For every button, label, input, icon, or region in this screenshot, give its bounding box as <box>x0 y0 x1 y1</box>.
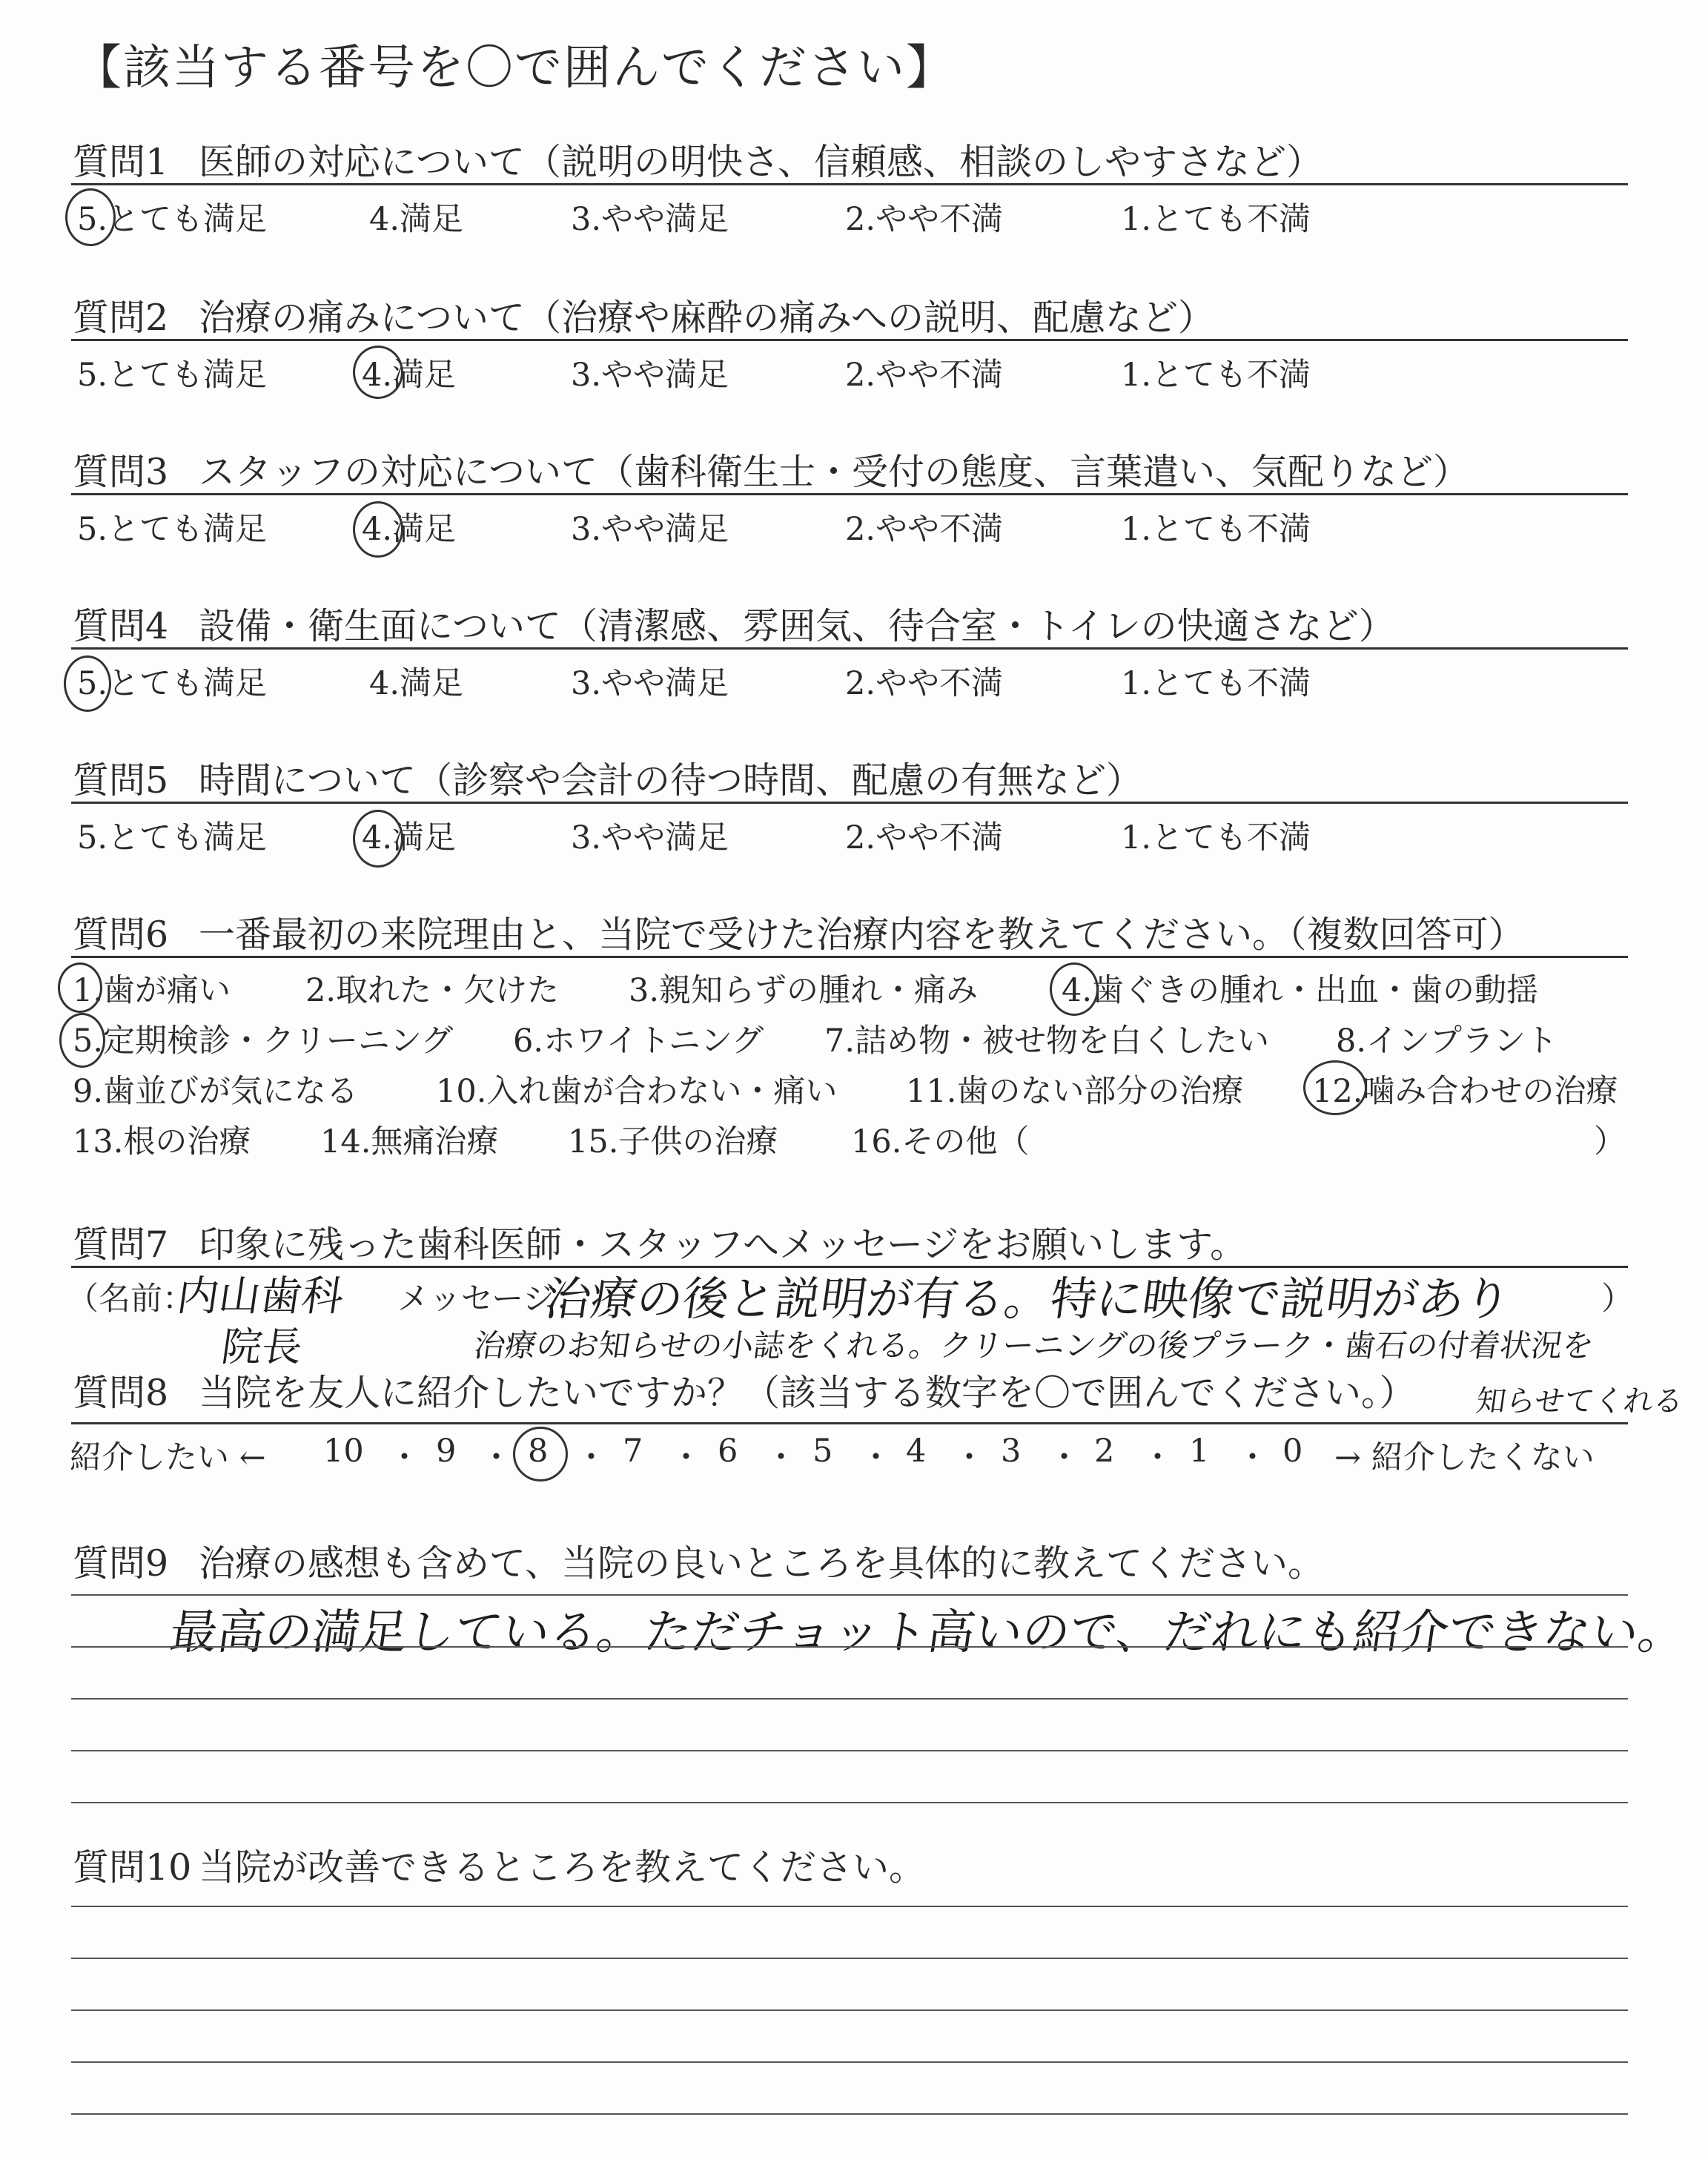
q7-close-paren: ） <box>1601 1281 1633 1318</box>
question-6-heading <box>73 906 1525 958</box>
question-1-text: 医師の対応について（説明の明快さ、信頼感、相談のしやすさなど） <box>199 141 1323 183</box>
q6-option-3[interactable]: 3.親知らずの腫れ・痛み <box>629 972 979 1009</box>
q1-option-4[interactable]: 4.満足 <box>369 201 464 238</box>
q8-dot: ・ <box>765 1439 797 1476</box>
question-7-number: 質問7 <box>73 1223 169 1266</box>
q6-option-7[interactable]: 7.詰め物・被せ物を白くしたい <box>824 1023 1270 1060</box>
question-3-heading <box>73 443 1469 495</box>
question-4-heading <box>73 598 1395 650</box>
q8-dot: ・ <box>575 1439 607 1476</box>
q8-left-label: 紹介したい ← <box>70 1439 266 1476</box>
q9-handwritten-answer: 最高の満足している。ただチョット高いので、だれにも紹介できない。 <box>165 1605 1690 1660</box>
q6-option-16[interactable]: 16.その他（ <box>851 1123 1030 1160</box>
q6-option-15[interactable]: 15.子供の治療 <box>568 1123 778 1160</box>
q6-option-1[interactable]: 1.歯が痛い <box>73 972 231 1009</box>
q9-answer-line <box>71 1802 1628 1803</box>
question-9-number: 質問9 <box>73 1542 169 1585</box>
q6-option-5[interactable]: 5.定期検診・クリーニング <box>73 1023 454 1060</box>
q3-selection-circle <box>353 501 403 558</box>
q1-option-1[interactable]: 1.とても不満 <box>1121 201 1311 238</box>
q8-value-6[interactable]: 6 <box>718 1433 738 1470</box>
q8-dot: ・ <box>953 1439 985 1476</box>
question-5-rule <box>71 802 1628 804</box>
q2-option-4[interactable]: 4.満足 <box>362 357 457 394</box>
q6-option-8[interactable]: 8.インプラント <box>1336 1023 1558 1060</box>
q10-answer-line <box>71 1906 1628 1907</box>
question-10-number: 質問10 <box>73 1846 192 1889</box>
q6-option-10[interactable]: 10.入れ歯が合わない・痛い <box>436 1073 838 1110</box>
q2-option-2[interactable]: 2.やや不満 <box>845 357 1004 394</box>
q5-option-1[interactable]: 1.とても不満 <box>1121 819 1311 856</box>
question-3-rule <box>71 493 1628 495</box>
q7-name-label: （名前： <box>67 1281 194 1318</box>
q6-option-11[interactable]: 11.歯のない部分の治療 <box>906 1073 1244 1110</box>
question-2-number: 質問2 <box>73 297 169 339</box>
q5-option-5[interactable]: 5.とても満足 <box>77 819 268 856</box>
q9-answer-line <box>71 1646 1628 1648</box>
question-1-heading <box>73 133 1323 185</box>
q8-right-label: → 紹介したくない <box>1334 1439 1595 1476</box>
q8-value-5[interactable]: 5 <box>812 1433 833 1470</box>
question-3-number: 質問3 <box>73 451 169 493</box>
question-3-text: スタッフの対応について（歯科衛生士・受付の態度、言葉遣い、気配りなど） <box>199 451 1470 493</box>
q10-answer-line <box>71 2009 1628 2011</box>
q8-value-4[interactable]: 4 <box>906 1433 927 1470</box>
q6-selection-circle-12 <box>1303 1060 1367 1115</box>
question-9-text: 治療の感想も含めて、当院の良いところを具体的に教えてください。 <box>199 1542 1325 1585</box>
q8-value-0[interactable]: 0 <box>1282 1433 1303 1470</box>
q8-value-2[interactable]: 2 <box>1094 1433 1115 1470</box>
q6-other-close-paren: ） <box>1594 1123 1626 1160</box>
q8-dot: ・ <box>670 1439 702 1476</box>
question-5-number: 質問5 <box>73 759 169 802</box>
q8-value-7[interactable]: 7 <box>623 1433 643 1470</box>
question-1-rule <box>71 183 1628 185</box>
q8-dot: ・ <box>1048 1439 1080 1476</box>
q6-selection-circle-4 <box>1050 962 1099 1016</box>
q7-handwritten-message-1: 治療の後と説明が有る。特に映像で説明があり <box>541 1272 1515 1326</box>
q8-dot: ・ <box>480 1439 512 1476</box>
q5-selection-circle <box>353 810 403 868</box>
q4-option-4[interactable]: 4.満足 <box>369 665 464 702</box>
q4-option-2[interactable]: 2.やや不満 <box>845 665 1004 702</box>
q9-answer-line <box>71 1750 1628 1751</box>
q6-option-9[interactable]: 9.歯並びが気になる <box>73 1073 359 1110</box>
q2-option-5[interactable]: 5.とても満足 <box>77 357 268 394</box>
q8-dot: ・ <box>1142 1439 1174 1476</box>
q3-option-1[interactable]: 1.とても不満 <box>1121 511 1311 548</box>
question-7-heading <box>73 1216 1246 1268</box>
q2-selection-circle <box>353 346 403 399</box>
q3-option-3[interactable]: 3.やや満足 <box>571 511 729 548</box>
q1-option-5[interactable]: 5.とても満足 <box>77 201 268 238</box>
question-4-rule <box>71 647 1628 650</box>
q4-option-5[interactable]: 5.とても満足 <box>77 665 268 702</box>
q7-handwritten-message-3: 知らせてくれる <box>1474 1384 1686 1418</box>
q6-option-12[interactable]: 12.噛み合わせの治療 <box>1312 1073 1618 1110</box>
q2-option-3[interactable]: 3.やや満足 <box>571 357 729 394</box>
q1-selection-circle <box>65 188 116 246</box>
q7-handwritten-name-2: 院長 <box>219 1324 305 1370</box>
q6-selection-circle-1 <box>58 962 102 1013</box>
q4-option-3[interactable]: 3.やや満足 <box>571 665 729 702</box>
q5-option-2[interactable]: 2.やや不満 <box>845 819 1004 856</box>
q6-option-13[interactable]: 13.根の治療 <box>73 1123 251 1160</box>
question-2-rule <box>71 339 1628 341</box>
question-6-text: 一番最初の来院理由と、当院で受けた治療内容を教えてください。（複数回答可） <box>199 914 1525 956</box>
q7-message-label: メッセージ： <box>397 1281 587 1318</box>
q8-value-1[interactable]: 1 <box>1189 1433 1210 1470</box>
question-5-text: 時間について（診察や会計の待つ時間、配慮の有無など） <box>199 759 1143 802</box>
q6-option-2[interactable]: 2.取れた・欠けた <box>305 972 560 1009</box>
q4-selection-circle <box>64 655 111 712</box>
question-6-number: 質問6 <box>73 914 169 956</box>
q5-option-4[interactable]: 4.満足 <box>362 819 457 856</box>
question-6-rule <box>71 956 1628 958</box>
question-9-heading <box>73 1535 1324 1587</box>
q8-value-10[interactable]: 10 <box>323 1433 364 1470</box>
q10-answer-line <box>71 2061 1628 2063</box>
q8-value-3[interactable]: 3 <box>1001 1433 1022 1470</box>
q8-dot: ・ <box>860 1439 892 1476</box>
question-8-text: 当院を友人に紹介したいですか？（該当する数字を〇で囲んでください。） <box>199 1372 1416 1414</box>
q10-answer-line <box>71 1958 1628 1959</box>
question-1-number: 質問1 <box>73 141 169 183</box>
q7-handwritten-name-1: 内山歯科 <box>173 1272 347 1321</box>
q3-option-2[interactable]: 2.やや不満 <box>845 511 1004 548</box>
question-10-heading <box>73 1839 925 1891</box>
question-8-rule <box>71 1422 1628 1424</box>
q7-handwritten-message-2: 治療のお知らせの小誌をくれる。クリーニングの後プラーク・歯石の付着状況を <box>471 1327 1596 1364</box>
question-4-number: 質問4 <box>73 605 169 647</box>
q1-option-2[interactable]: 2.やや不満 <box>845 201 1004 238</box>
q8-value-8[interactable]: 8 <box>528 1433 549 1470</box>
q3-option-4[interactable]: 4.満足 <box>362 511 457 548</box>
question-10-text: 当院が改善できるところを教えてください。 <box>199 1846 926 1889</box>
q8-dot: ・ <box>1237 1439 1268 1476</box>
q4-option-1[interactable]: 1.とても不満 <box>1121 665 1311 702</box>
q8-dot: ・ <box>388 1439 420 1476</box>
q6-option-4[interactable]: 4.歯ぐきの腫れ・出血・歯の動揺 <box>1062 972 1539 1009</box>
q9-answer-line <box>71 1698 1628 1700</box>
q8-value-9[interactable]: 9 <box>436 1433 457 1470</box>
question-7-text: 印象に残った歯科医師・スタッフへメッセージをお願いします。 <box>199 1223 1247 1266</box>
question-2-heading <box>73 289 1214 341</box>
q1-option-3[interactable]: 3.やや満足 <box>571 201 729 238</box>
q3-option-5[interactable]: 5.とても満足 <box>77 511 268 548</box>
q5-option-3[interactable]: 3.やや満足 <box>571 819 729 856</box>
q8-selection-circle <box>513 1427 568 1482</box>
q6-selection-circle-5 <box>59 1013 105 1068</box>
question-4-text: 設備・衛生面について（清潔感、雰囲気、待合室・トイレの快適さなど） <box>199 605 1395 647</box>
q2-option-1[interactable]: 1.とても不満 <box>1121 357 1311 394</box>
q10-answer-line <box>71 2113 1628 2115</box>
question-8-heading <box>73 1364 1416 1416</box>
q6-option-6[interactable]: 6.ホワイトニング <box>513 1023 764 1060</box>
question-2-text: 治療の痛みについて（治療や麻酔の痛みへの説明、配慮など） <box>199 297 1215 339</box>
page-title: 【該当する番号を〇で囲んでください】 <box>74 41 955 96</box>
q6-option-14[interactable]: 14.無痛治療 <box>320 1123 499 1160</box>
question-8-number: 質問8 <box>73 1372 169 1414</box>
question-5-heading <box>73 752 1142 804</box>
